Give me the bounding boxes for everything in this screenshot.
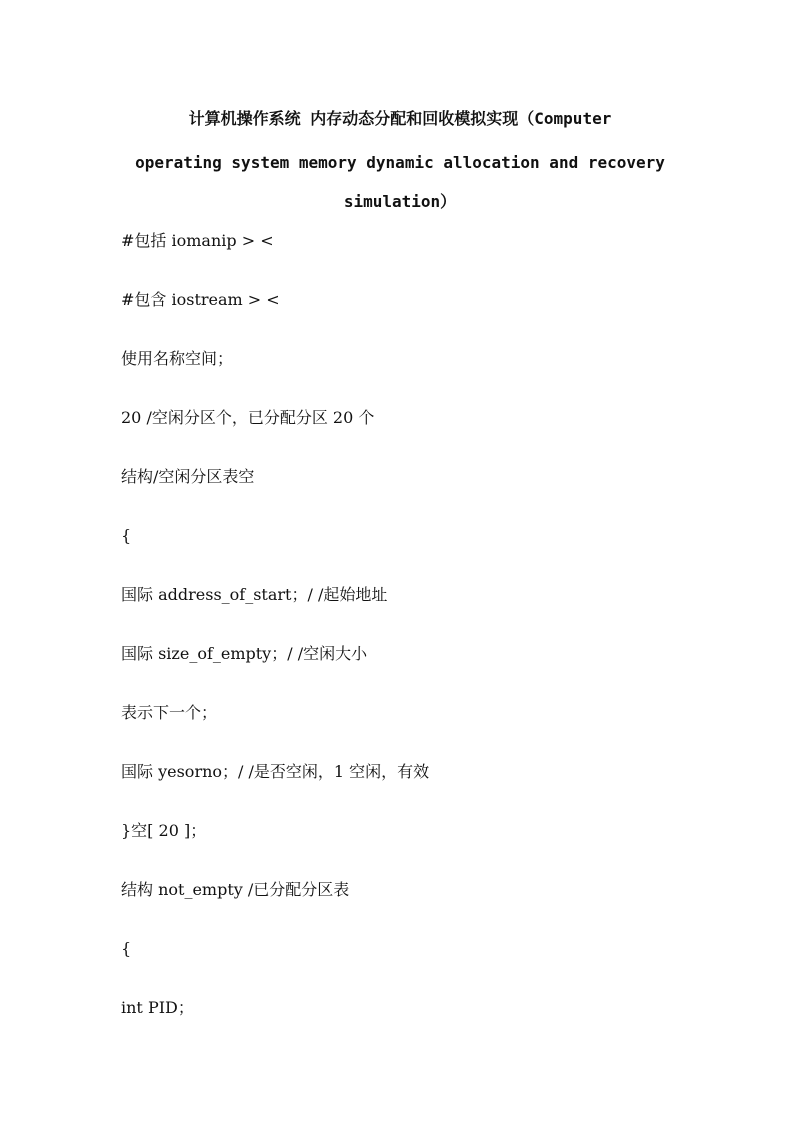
code-line-struct-empty: 结构/空闲分区表空 — [121, 467, 255, 486]
code-line-next: 表示下一个； — [121, 703, 218, 722]
code-line-address-of-start: 国际 address_of_start；/ /起始地址 — [121, 585, 388, 604]
title-line-2: operating system memory dynamic allocation and recovery — [135, 153, 665, 172]
title-line-1: 计算机操作系统 内存动态分配和回收模拟实现（Computer — [188, 109, 612, 128]
title-line-3: simulation） — [343, 192, 457, 211]
code-line-open-brace-2: { — [121, 939, 132, 958]
code-line-include-iostream: #包含 iostream > < — [121, 290, 280, 309]
code-line-close-empty: }空[ 20 ]； — [121, 821, 207, 840]
code-line-size-of-empty: 国际 size_of_empty；/ /空闲大小 — [121, 644, 368, 663]
code-line-using-namespace: 使用名称空间； — [121, 349, 234, 368]
code-line-struct-not-empty: 结构 not_empty /已分配分区表 — [121, 880, 350, 899]
code-line-partition-count: 20 /空闲分区个，已分配分区 20 个 — [121, 408, 375, 427]
code-line-open-brace-1: { — [121, 526, 132, 545]
code-line-int-pid: int PID； — [121, 998, 194, 1017]
code-line-yesorno: 国际 yesorno；/ /是否空闲，1 空闲，有效 — [121, 762, 430, 781]
code-line-include-iomanip: #包括 iomanip > < — [121, 231, 274, 250]
